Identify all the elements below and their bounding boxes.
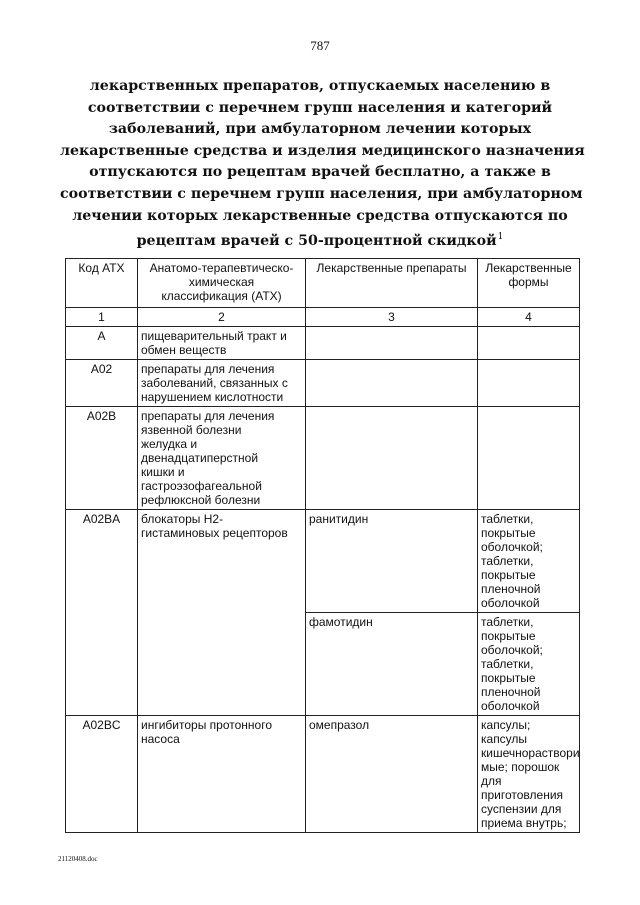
title-line — [60, 227, 580, 253]
drug-cell: омепразол — [306, 716, 478, 833]
column-number: 2 — [138, 308, 306, 327]
header-atx-classification — [138, 259, 306, 308]
cell-text-line: для — [481, 774, 502, 788]
cell-text-line: двенадцатиперстной — [141, 451, 259, 465]
header-drugs: Лекарственные препараты — [306, 259, 478, 308]
table-row — [66, 407, 580, 510]
atx-code-cell: A — [66, 327, 138, 360]
title-line: соответствии с перечнем групп населения, при амбулаторном — [60, 185, 583, 202]
cell-text-line: приготовления — [481, 788, 564, 802]
title-line: лечении которых лекарственные средства отпускаются по — [72, 207, 568, 224]
document-title — [60, 76, 585, 253]
cell-text-line: гистаминовых рецепторов — [141, 526, 288, 540]
cell-text-line: оболочкой — [481, 699, 540, 713]
title-line: соответствии с перечнем групп населения и категорий — [87, 99, 553, 116]
form-cell — [478, 716, 580, 833]
cell-text-line: покрытые — [481, 629, 536, 643]
cell-text-line: кишки и — [141, 465, 185, 479]
cell-text-line: таблетки, — [481, 615, 534, 629]
column-number: 3 — [306, 308, 478, 327]
form-cell — [478, 360, 580, 407]
cell-text-line: капсулы; капсулы — [481, 718, 531, 746]
column-number-row — [66, 308, 580, 327]
header-atx-code: Код АТХ — [66, 259, 138, 308]
title-line-text: рецептам врачей с 50-процентной скидкой — [136, 233, 497, 250]
cell-text-line: ингибиторы протонного — [141, 718, 272, 732]
cell-text-line: пищеварительный тракт и — [141, 329, 287, 343]
cell-text-line: блокаторы H2- — [141, 512, 224, 526]
cell-text-line: насоса — [141, 732, 180, 746]
drug-cell: ранитидин — [306, 510, 478, 613]
table-row — [66, 327, 580, 360]
column-number: 1 — [66, 308, 138, 327]
cell-text-line: язвенной болезни — [141, 423, 242, 437]
cell-text-line: обмен веществ — [141, 343, 227, 357]
form-cell — [478, 613, 580, 716]
cell-text-line: покрытые — [481, 568, 536, 582]
header-forms — [478, 259, 580, 308]
cell-text-line: препараты для лечения — [141, 362, 275, 376]
table-row — [66, 510, 580, 613]
cell-text-line: препараты для лечения — [141, 409, 275, 423]
drug-cell — [306, 360, 478, 407]
form-cell — [478, 407, 580, 510]
file-name-footer: 21120408.doc — [58, 855, 98, 863]
header-text-line: формы — [508, 275, 549, 289]
column-number: 4 — [478, 308, 580, 327]
cell-text-line: рефлюксной болезни — [141, 493, 261, 507]
atx-code-cell: A02BA — [66, 510, 138, 716]
classification-cell — [138, 407, 306, 510]
cell-text-line: покрытые — [481, 526, 536, 540]
cell-text-line: покрытые — [481, 671, 536, 685]
cell-text-line: кишечнораствори — [481, 746, 580, 760]
cell-text-line: оболочкой; — [481, 643, 543, 657]
cell-text-line: оболочкой — [481, 596, 540, 610]
footnote-mark: 1 — [497, 232, 504, 243]
drug-cell: фамотидин — [306, 613, 478, 716]
title-line: лекарственных препаратов, отпускаемых населению в — [89, 78, 551, 94]
classification-cell — [138, 360, 306, 407]
table-header-row — [66, 259, 580, 308]
header-text-line: Анатомо-терапевтическо- — [149, 261, 294, 275]
atx-code-cell: A02 — [66, 360, 138, 407]
classification-cell — [138, 327, 306, 360]
atx-code-cell: A02B — [66, 407, 138, 510]
drug-cell — [306, 407, 478, 510]
classification-cell — [138, 716, 306, 833]
title-line: отпускаются по рецептам врачей бесплатно, а также в — [89, 164, 551, 181]
cell-text-line: мые; порошок — [481, 760, 560, 774]
cell-text-line: желудка и — [141, 437, 198, 451]
table-row — [66, 716, 580, 833]
cell-text-line: оболочкой; — [481, 540, 543, 554]
cell-text-line: суспензии для — [481, 802, 562, 816]
cell-text-line: гастроэзофагеальной — [141, 479, 262, 493]
cell-text-line: приема внутрь; — [481, 816, 567, 830]
header-text-line: Лекарственные — [485, 261, 572, 275]
atx-code-cell: A02BC — [66, 716, 138, 833]
drug-cell — [306, 327, 478, 360]
header-text-line: химическая — [188, 275, 255, 289]
title-line: лекарственные средства и изделия медицинского назначения — [60, 142, 585, 159]
page-number: 787 — [310, 38, 330, 53]
classification-cell — [138, 510, 306, 716]
cell-text-line: пленочной — [481, 685, 541, 699]
cell-text-line: таблетки, — [481, 657, 534, 671]
form-cell — [478, 510, 580, 613]
table-row — [66, 360, 580, 407]
form-cell — [478, 327, 580, 360]
atx-table — [65, 258, 580, 833]
cell-text-line: заболеваний, связанных с — [141, 376, 288, 390]
cell-text-line: таблетки, — [481, 512, 534, 526]
cell-text-line: нарушением кислотности — [141, 390, 284, 404]
title-line: заболеваний, при амбулаторном лечении которых — [108, 121, 532, 138]
cell-text-line: пленочной — [481, 582, 541, 596]
header-text-line: классификация (АТХ) — [161, 289, 282, 303]
cell-text-line: таблетки, — [481, 554, 534, 568]
